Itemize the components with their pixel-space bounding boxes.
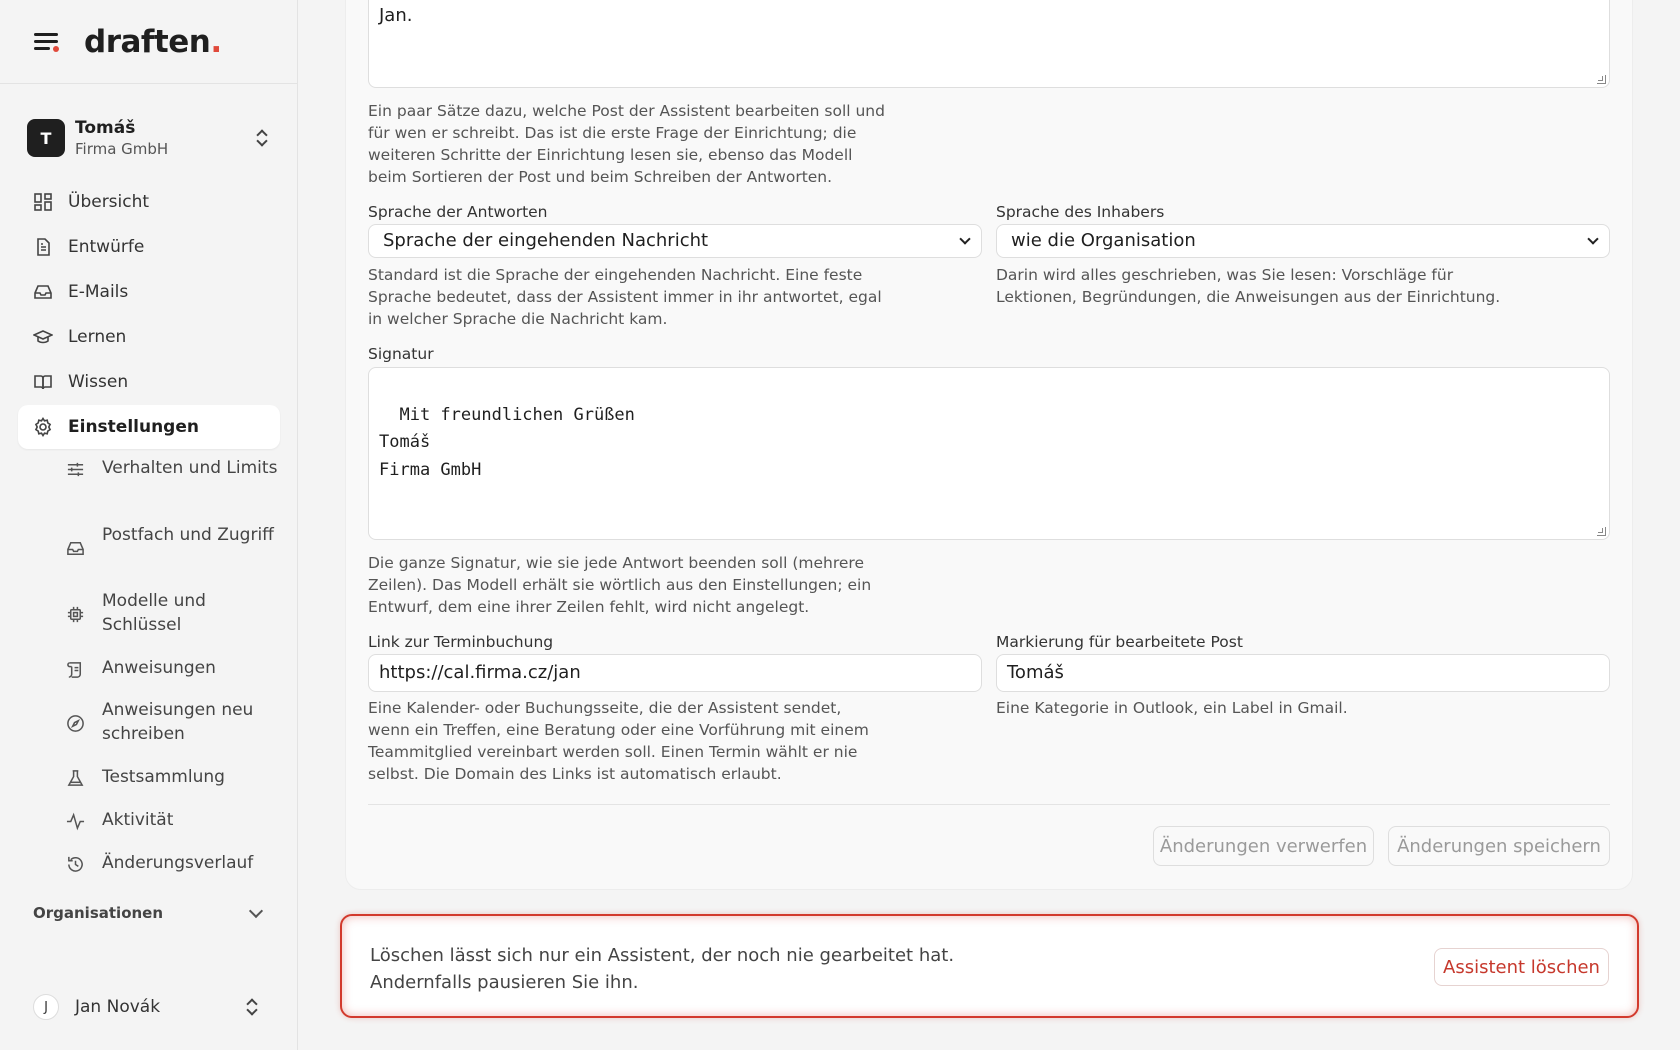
logo[interactable]: draften.	[84, 23, 222, 60]
booking-link-label: Link zur Terminbuchung	[368, 633, 554, 651]
reply-language-select[interactable]	[368, 224, 982, 258]
save-changes-button[interactable]: Änderungen speichern	[1388, 826, 1610, 866]
resize-grip-icon[interactable]	[1597, 527, 1606, 536]
discard-changes-button[interactable]: Änderungen verwerfen	[1153, 826, 1374, 866]
grid-icon	[32, 191, 54, 213]
signature-help: Die ganze Signatur, wie sie jede Antwort beenden soll (mehrere Zeilen). Das Modell erhält sie wörtlich aus den Einstellungen; ein Entwurf, dem eine ihrer Zeilen fehlt, wird nicht angelegt.	[368, 554, 872, 616]
subnav-item-activity[interactable]	[64, 808, 280, 851]
account-org: Firma GmbH	[75, 140, 169, 158]
nav-label: Lernen	[68, 327, 127, 347]
marker-input[interactable]	[996, 654, 1610, 692]
inbox-icon	[64, 537, 86, 559]
signature-value: Mit freundlichen Grüßen Tomáš Firma GmbH	[379, 404, 635, 480]
main-nav	[18, 180, 280, 450]
nav-label: Wissen	[68, 372, 129, 392]
delete-assistant-text	[370, 942, 954, 996]
inbox-icon	[32, 281, 54, 303]
subnav-item-rewrite[interactable]	[64, 698, 280, 765]
owner-language-select[interactable]	[996, 224, 1610, 258]
delete-assistant-button[interactable]: Assistent löschen	[1434, 948, 1609, 986]
signature-textarea[interactable]	[368, 367, 1610, 540]
nav-item-drafts[interactable]	[18, 225, 280, 269]
chevron-up-down-icon	[245, 997, 259, 1017]
subnav-label: Anweisungen	[102, 658, 216, 678]
sidebar	[0, 0, 298, 1050]
subnav-item-behavior[interactable]	[64, 456, 280, 523]
chevron-down-icon	[249, 903, 263, 917]
compass-icon	[64, 712, 86, 734]
activity-icon	[64, 810, 86, 832]
graduation-cap-icon	[32, 326, 54, 348]
subnav-item-testset[interactable]	[64, 765, 280, 808]
user-name: Jan Novák	[75, 997, 161, 1017]
subnav-label: Anweisungen neu schreiben	[102, 700, 254, 744]
account-switcher[interactable]	[27, 117, 275, 159]
delete-info-line1: Löschen lässt sich nur ein Assistent, der noch nie gearbeitet hat.	[370, 945, 955, 966]
marker-label: Markierung für bearbeitete Post	[996, 633, 1243, 651]
booking-link-help: Eine Kalender- oder Buchungsseite, die der Assistent sendet, wenn ein Treffen, eine Beratung oder eine Vorführung mit einem Teammitglied vereinbart werden soll. Einen Termin wählt er nie selbst. Die Domain des Links ist automatisch erlaubt.	[368, 699, 869, 783]
chevron-down-icon	[1587, 233, 1598, 244]
booking-link-value: https://cal.firma.cz/jan	[379, 662, 581, 683]
organizations-label: Organisationen	[33, 904, 164, 922]
chevron-up-down-icon	[255, 128, 269, 148]
resize-grip-icon[interactable]	[1597, 75, 1606, 84]
sliders-icon	[64, 458, 86, 480]
subnav-label: Aktivität	[102, 810, 174, 830]
account-name: Tomáš	[75, 118, 136, 138]
subnav-label: Änderungsverlauf	[102, 853, 254, 873]
subnav-label: Verhalten und Limits	[102, 458, 278, 478]
document-icon	[32, 236, 54, 258]
scroll-icon	[64, 658, 86, 680]
chevron-down-icon	[959, 233, 970, 244]
delete-info-line2: Andernfalls pausieren Sie ihn.	[370, 972, 639, 993]
flask-icon	[64, 767, 86, 789]
owner-language-help: Darin wird alles geschrieben, was Sie lesen: Vorschläge für Lektionen, Begründungen, die Anweisungen aus der Einrichtung.	[996, 266, 1501, 306]
owner-language-value: wie die Organisation	[1011, 230, 1196, 251]
subnav-item-models[interactable]	[64, 589, 280, 656]
subnav-item-instructions[interactable]	[64, 656, 280, 698]
nav-item-overview[interactable]	[18, 180, 280, 224]
book-icon	[32, 371, 54, 393]
nav-label: E-Mails	[68, 282, 129, 302]
nav-item-knowledge[interactable]	[18, 360, 280, 404]
menu-icon[interactable]	[34, 31, 60, 53]
owner-language-label: Sprache des Inhabers	[996, 203, 1165, 221]
subnav-label: Postfach und Zugriff	[102, 525, 274, 545]
gear-icon	[32, 416, 54, 438]
subnav-item-history[interactable]	[64, 851, 280, 894]
nav-item-emails[interactable]	[18, 270, 280, 314]
subnav-label: Testsammlung	[102, 767, 225, 787]
reply-language-label: Sprache der Antworten	[368, 203, 548, 221]
description-textarea[interactable]	[368, 0, 1610, 88]
account-avatar: T	[27, 119, 65, 157]
booking-link-input[interactable]	[368, 654, 982, 692]
delete-assistant-panel	[340, 914, 1639, 1018]
history-icon	[64, 853, 86, 875]
description-value: Jan.	[379, 5, 413, 26]
organizations-toggle[interactable]	[33, 904, 265, 922]
nav-item-settings[interactable]	[18, 405, 280, 449]
settings-subnav	[64, 456, 280, 894]
divider	[368, 804, 1610, 805]
chip-icon	[64, 603, 86, 625]
reply-language-help: Standard ist die Sprache der eingehenden Nachricht. Eine feste Sprache bedeutet, dass der Assistent immer in ihr antwortet, egal in welcher Sprache die Nachricht kam.	[368, 266, 882, 328]
nav-label: Übersicht	[68, 192, 150, 212]
reply-language-value: Sprache der eingehenden Nachricht	[383, 230, 709, 251]
description-help: Ein paar Sätze dazu, welche Post der Assistent bearbeiten soll und für wen er schreibt. Das ist die erste Frage der Einrichtung; die weiteren Schritte der Einrichtung lesen sie, ebenso das Modell beim Sortieren der Post und beim Schreiben der Antworten.	[368, 102, 885, 186]
user-avatar: J	[33, 994, 59, 1020]
user-menu[interactable]	[33, 993, 265, 1021]
nav-label: Entwürfe	[68, 237, 145, 257]
marker-value: Tomáš	[1007, 662, 1064, 683]
brand-bar	[0, 0, 297, 84]
marker-help: Eine Kategorie in Outlook, ein Label in Gmail.	[996, 699, 1348, 717]
signature-label: Signatur	[368, 345, 434, 363]
nav-item-learn[interactable]	[18, 315, 280, 359]
subnav-label: Modelle und Schlüssel	[102, 591, 206, 635]
subnav-item-mailbox[interactable]	[64, 523, 280, 589]
nav-label: Einstellungen	[68, 417, 199, 437]
